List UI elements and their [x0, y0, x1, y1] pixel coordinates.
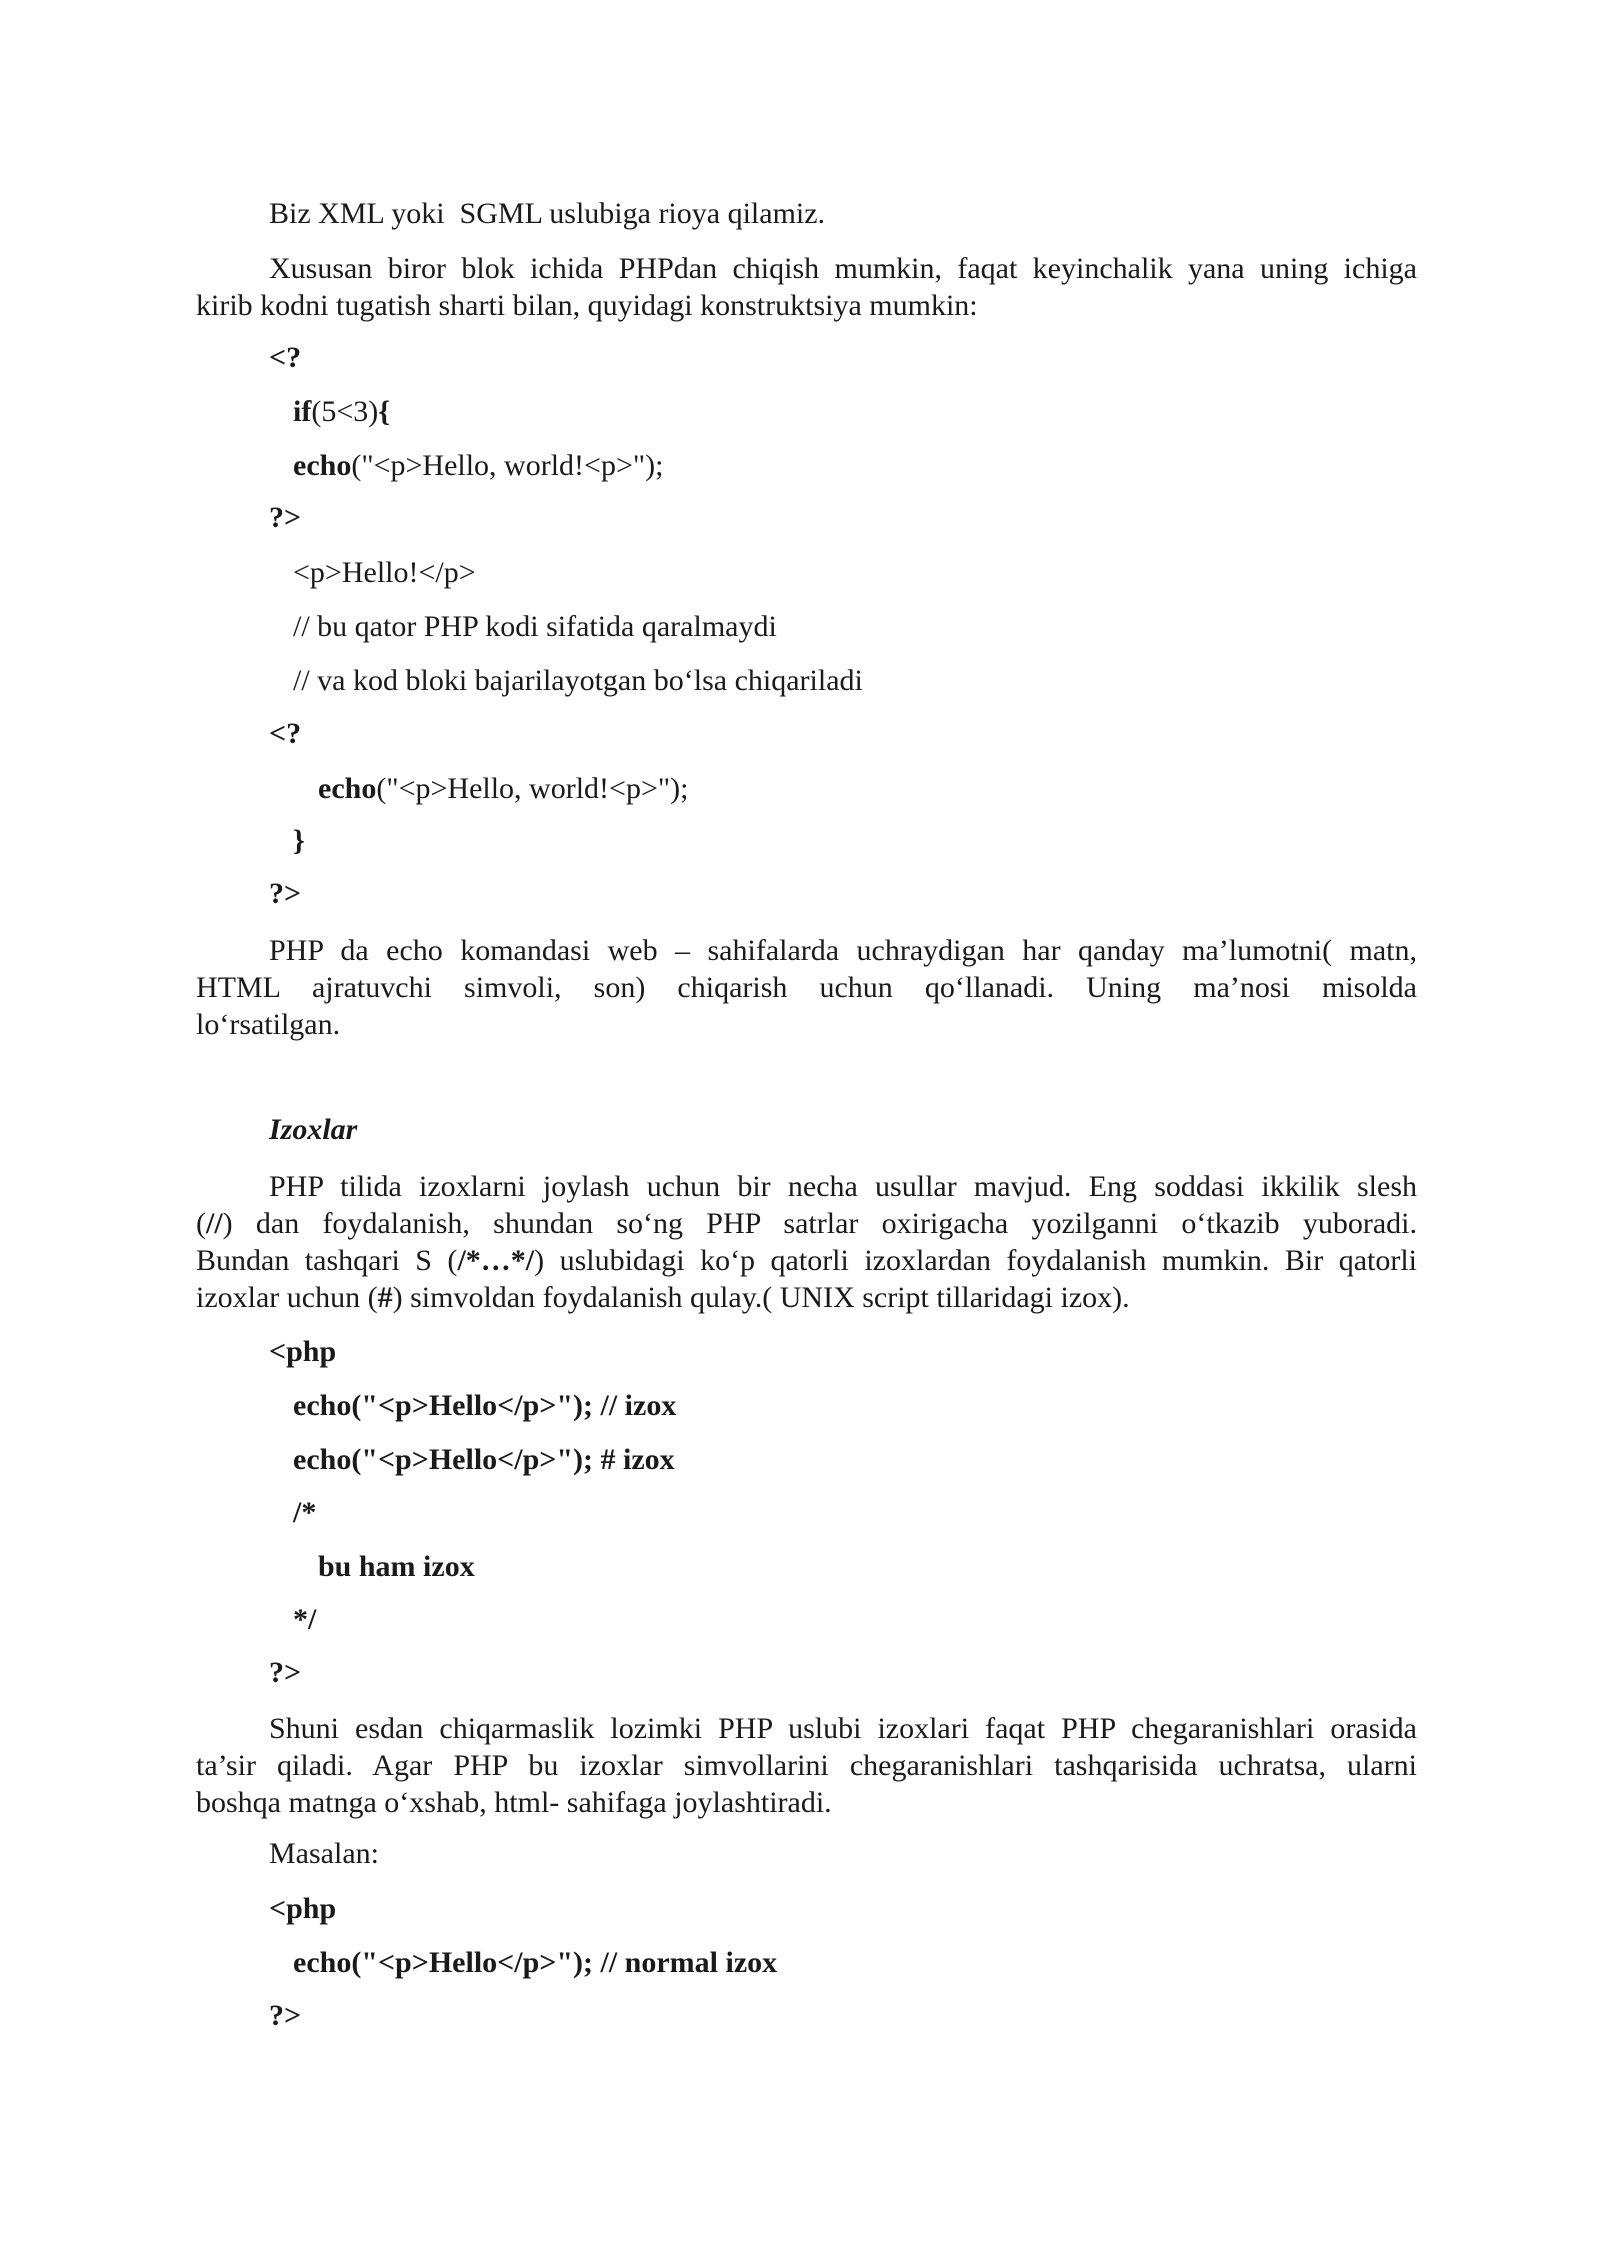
php-open-tag: <?	[269, 341, 302, 374]
echo-argument: ("<p>Hello, world!<p>");	[351, 449, 664, 482]
paragraph-line: PHP tilida izoxlarni joylash uchun bir necha usullar mavjud. Eng soddasi ikkilik slesh	[269, 1170, 1417, 1203]
paragraph-line: ta’sir qiladi. Agar PHP bu izoxlar simvollarini chegaranishlari tashqarisida uchratsa, ularni	[196, 1749, 1417, 1782]
code-line-if	[293, 394, 390, 430]
symbol-block-comment: /*…*/	[457, 1244, 535, 1277]
code-line: echo("<p>Hello</p>"); # izox	[293, 1443, 675, 1476]
paragraph-line: Xususan biror blok ichida PHPdan chiqish mumkin, faqat keyinchalik yana uning ichiga	[269, 252, 1417, 285]
keyword-echo: echo	[318, 772, 377, 805]
code-line: echo("<p>Hello</p>"); // normal izox	[293, 1946, 778, 1979]
paragraph-echo-command	[196, 932, 1417, 1043]
paragraph-line: Shuni esdan chiqarmaslik lozimki PHP uslubi izoxlari faqat PHP chegaranishlari orasida	[269, 1712, 1417, 1745]
keyword-echo: echo	[293, 449, 352, 482]
code-comment: // va kod bloki bajarilayotgan bo‘lsa chiqariladi	[293, 664, 863, 697]
paragraph-line: PHP da echo komandasi web – sahifalarda uchraydigan har qanday ma’lumotni( matn,	[269, 934, 1417, 967]
section-heading: Izoxlar	[269, 1113, 358, 1146]
code-line-echo	[318, 771, 688, 807]
php-close-tag: ?>	[269, 877, 302, 910]
text-fragment: ) simvoldan foydalanish qulay.( UNIX script tillaridagi izox).	[392, 1281, 1130, 1314]
paragraph-line: boshqa matnga o‘xshab, html- sahifaga joylashtiradi.	[196, 1786, 832, 1819]
paragraph-example-label: Masalan:	[269, 1837, 379, 1870]
text-fragment: Bundan tashqari S (	[196, 1244, 458, 1277]
brace-open: {	[378, 395, 391, 428]
paragraph-line: HTML ajratuvchi simvoli, son) chiqarish uchun qo‘llanadi. Uning ma’nosi misolda	[196, 971, 1417, 1004]
paragraph-line	[196, 1279, 1417, 1316]
paragraph-comments-intro	[196, 1168, 1417, 1316]
php-close-tag: ?>	[269, 501, 302, 534]
code-line: echo("<p>Hello</p>"); // izox	[293, 1389, 677, 1422]
paragraph-line: kirib kodni tugatish sharti bilan, quyidagi konstruktsiya mumkin:	[196, 289, 978, 322]
code-line: bu ham izox	[318, 1550, 475, 1583]
if-condition: (5<3)	[311, 395, 379, 428]
code-line: /*	[293, 1496, 317, 1529]
symbol-double-slash: //	[206, 1207, 223, 1240]
paragraph-line	[196, 1205, 1417, 1242]
php-open-tag: <?	[269, 717, 302, 750]
text-fragment: (	[196, 1207, 206, 1240]
php-open-tag: <php	[269, 1335, 337, 1368]
text-fragment: izoxlar uchun (	[196, 1281, 378, 1314]
php-close-tag: ?>	[269, 1656, 302, 1689]
code-comment: // bu qator PHP kodi sifatida qaralmaydi	[293, 610, 777, 643]
code-line: */	[293, 1603, 317, 1636]
paragraph-xml-sgml: Biz XML yoki SGML uslubiga rioya qilamiz.	[269, 197, 826, 230]
keyword-if: if	[293, 395, 312, 428]
paragraph-comment-scope	[196, 1710, 1417, 1821]
echo-argument: ("<p>Hello, world!<p>");	[376, 772, 689, 805]
brace-close: }	[293, 824, 305, 857]
code-line-html: <p>Hello!</p>	[293, 556, 476, 589]
paragraph-exit-php	[196, 250, 1417, 324]
text-fragment: ) dan foydalanish, shundan so‘ng PHP satrlar oxirigacha yozilganni o‘tkazib yuboradi.	[222, 1207, 1417, 1240]
php-close-tag: ?>	[269, 1999, 302, 2032]
text-fragment: ) uslubidagi ko‘p qatorli izoxlardan foydalanish mumkin. Bir qatorli	[534, 1244, 1418, 1277]
php-open-tag: <php	[269, 1892, 337, 1925]
code-line-echo	[293, 448, 663, 484]
symbol-hash: #	[377, 1281, 393, 1314]
paragraph-line: lo‘rsatilgan.	[196, 1008, 341, 1041]
paragraph-line	[196, 1242, 1417, 1279]
